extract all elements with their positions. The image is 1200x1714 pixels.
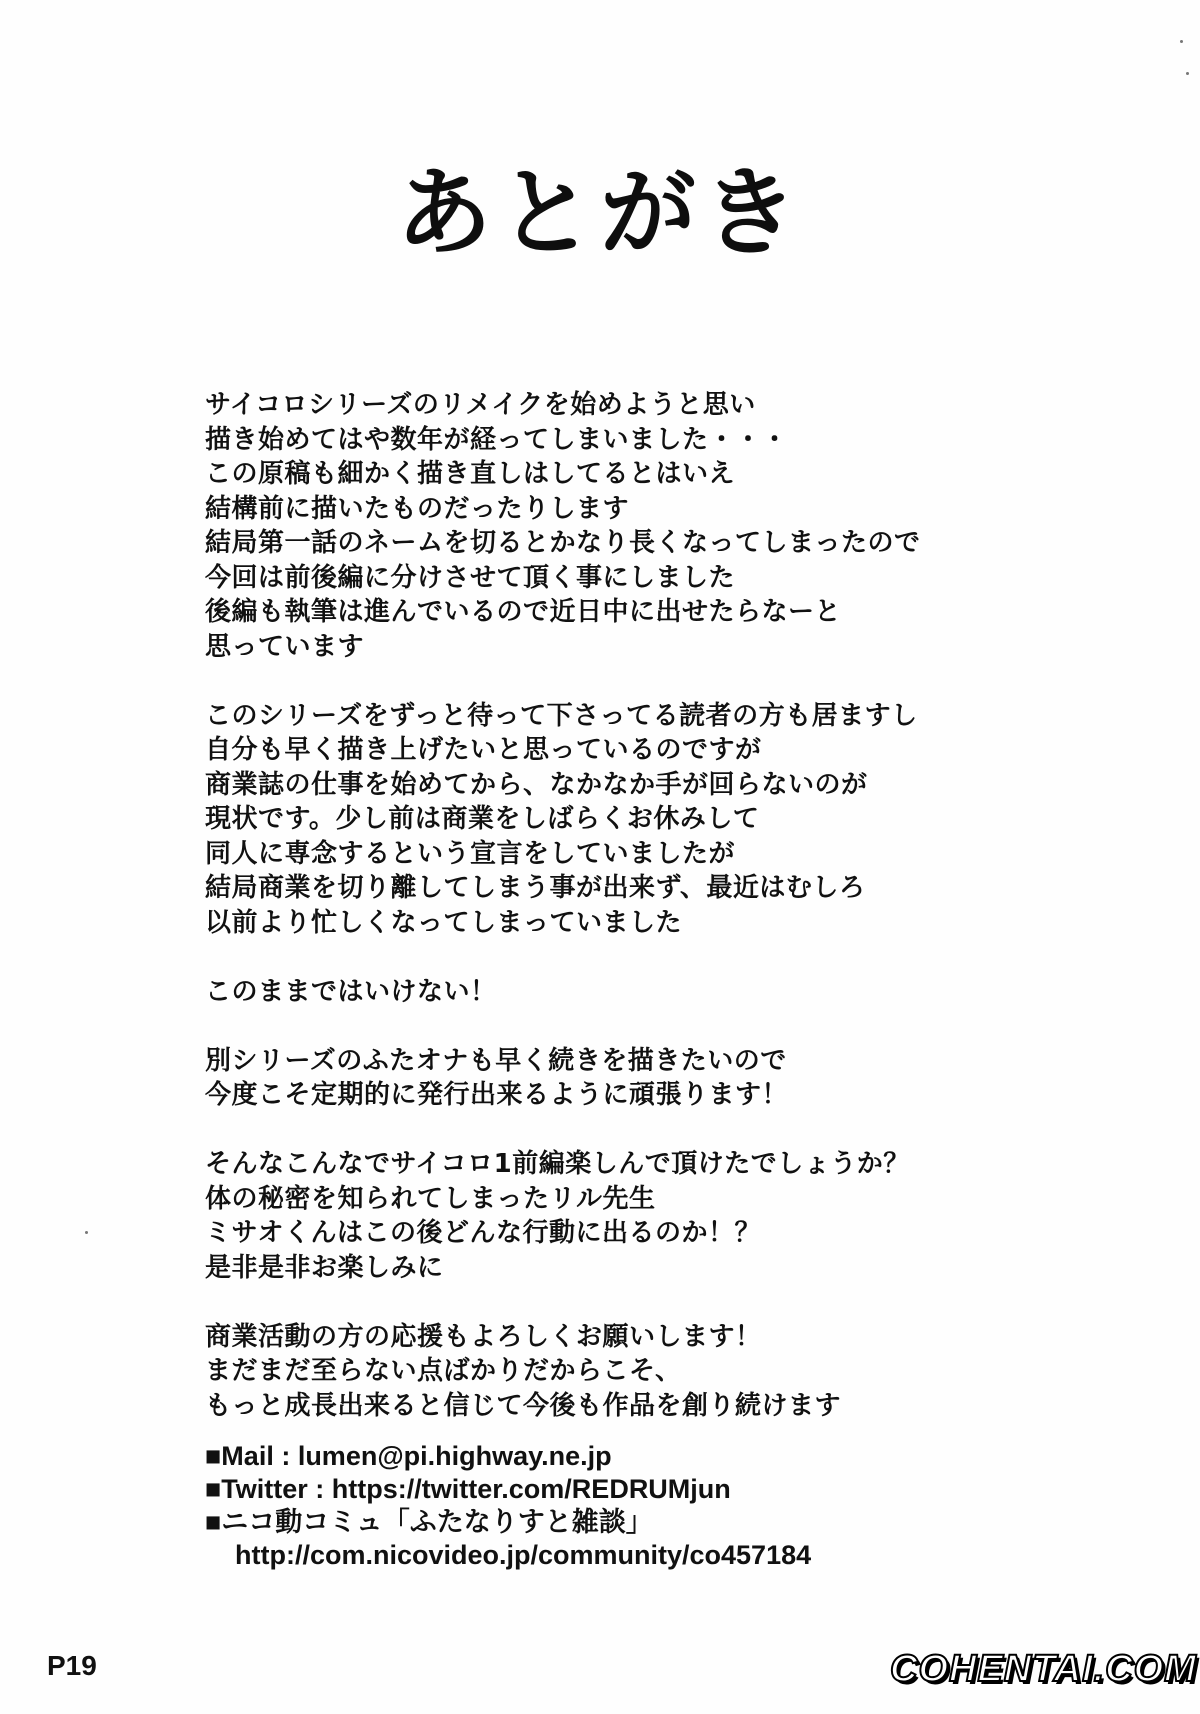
nico-community-url: http://com.nicovideo.jp/community/co457184 bbox=[235, 1540, 812, 1570]
text-line: 商業誌の仕事を始めてから、なかなか手が回らないのが bbox=[205, 769, 868, 800]
text-line: ミサオくんはこの後どんな行動に出るのか！？ bbox=[205, 1218, 761, 1248]
text-line: まだまだ至らない点ばかりだからこそ、 bbox=[205, 1356, 682, 1386]
mail-line: ■Mail : lumen@pi.highway.ne.jp bbox=[205, 1441, 612, 1471]
text-line: 自分も早く描き上げたいと思っているのですが bbox=[205, 735, 762, 765]
text-line: 今回は前後編に分けさせて頂く事にしました bbox=[205, 562, 736, 593]
text-line: 結局第一話のネームを切るとかなり長くなってしまったので bbox=[205, 528, 921, 558]
scan-speck bbox=[1180, 40, 1183, 43]
paragraph bbox=[205, 1320, 1105, 1424]
paragraph bbox=[205, 975, 1105, 1010]
afterword-body bbox=[205, 388, 1105, 1423]
text-line: 以前より忙しくなってしまっていました bbox=[205, 907, 683, 938]
contact-info bbox=[205, 1440, 811, 1572]
text-line: 思っています bbox=[205, 631, 365, 662]
text-line: このシリーズをずっと待って下さってる読者の方も居ますし bbox=[205, 700, 918, 731]
scan-speck bbox=[1186, 72, 1189, 75]
text-line: もっと成長出来ると信じて今後も作品を創り続けます bbox=[205, 1390, 842, 1421]
afterword-title: あとがき bbox=[396, 157, 804, 269]
text-line: 今度こそ定期的に発行出来るように頑張ります！ bbox=[205, 1080, 789, 1110]
text-line: 体の秘密を知られてしまったリル先生 bbox=[205, 1183, 656, 1214]
paragraph bbox=[205, 388, 1105, 664]
text-line: このままではいけない！ bbox=[205, 976, 497, 1007]
paragraph bbox=[205, 699, 1105, 941]
page-number: P19 bbox=[47, 1650, 97, 1681]
text-line: 商業活動の方の応援もよろしくお願いします！ bbox=[205, 1321, 762, 1352]
text-line: 描き始めてはや数年が経ってしまいました・・・ bbox=[205, 424, 789, 455]
text-line: 結局商業を切り離してしまう事が出来ず、最近はむしろ bbox=[205, 873, 866, 903]
text-line: 別シリーズのふたオナも早く続きを描きたいので bbox=[205, 1045, 787, 1076]
text-line: そんなこんなでサイコロ1前編楽しんで頂けたでしょうか？ bbox=[205, 1149, 910, 1179]
text-line: 後編も執筆は進んでいるので近日中に出せたらなーと bbox=[205, 597, 842, 627]
text-line: 同人に専念するという宣言をしていましたが bbox=[205, 838, 736, 869]
text-line: 結構前に描いたものだったりします bbox=[205, 493, 630, 524]
text-line: 現状です。少し前は商業をしばらくお休みして bbox=[205, 804, 760, 834]
scan-speck bbox=[85, 1231, 88, 1234]
twitter-line: ■Twitter : https://twitter.com/REDRUMjun bbox=[205, 1474, 731, 1504]
text-line: サイコロシリーズのリメイクを始めようと思い bbox=[205, 390, 756, 420]
text-line: 是非是非お楽しみに bbox=[205, 1252, 444, 1283]
nico-community-line: ■ニコ動コミュ「ふたなりすと雑談」 bbox=[205, 1507, 653, 1537]
paragraph bbox=[205, 1044, 1105, 1113]
paragraph bbox=[205, 1147, 1105, 1285]
text-line: この原稿も細かく描き直しはしてるとはいえ bbox=[205, 459, 736, 489]
site-watermark: COHENTAI.COM bbox=[890, 1648, 1197, 1690]
